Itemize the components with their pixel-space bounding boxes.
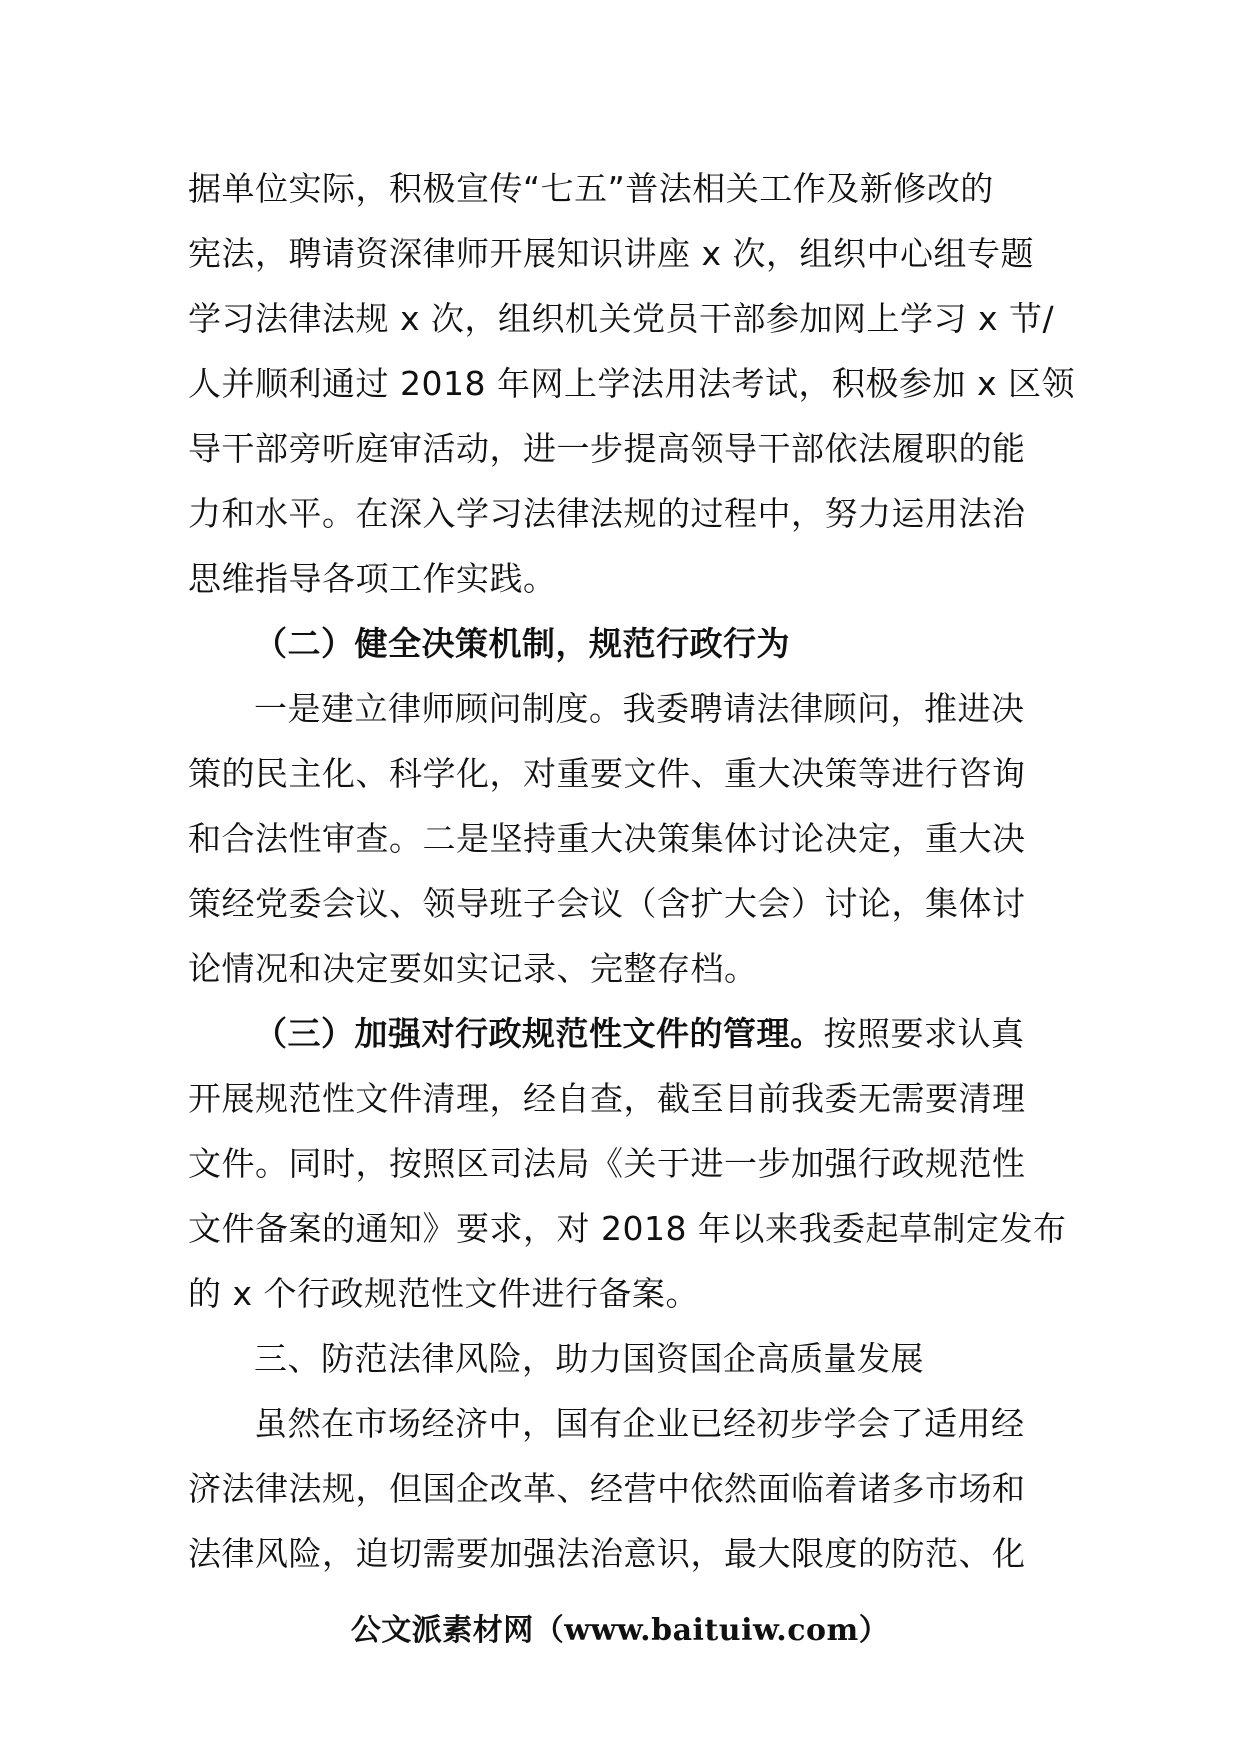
section-heading-3-line bbox=[188, 1001, 1068, 1066]
body-line: 论情况和决定要如实记录、完整存档。 bbox=[188, 949, 758, 988]
body-line: 法律风险，迫切需要加强法治意识，最大限度的防范、化 bbox=[188, 1534, 1026, 1573]
body-line: 济法律法规，但国企改革、经营中依然面临着诸多市场和 bbox=[188, 1469, 1026, 1508]
paragraph-start-line: 虽然在市场经济中，国有企业已经初步学会了适用经 bbox=[254, 1404, 1025, 1443]
footer-watermark-text: 公文派素材网（www.baituiw.com） bbox=[350, 1613, 890, 1648]
body-line: 和合法性审查。二是坚持重大决策集体讨论决定，重大决 bbox=[188, 819, 1026, 858]
body-line: 人并顺利通过 2018 年网上学法用法考试，积极参加 x 区领 bbox=[188, 364, 1075, 403]
body-line: 宪法，聘请资深律师开展知识讲座 x 次，组织中心组专题 bbox=[188, 234, 1035, 273]
body-line: 的 x 个行政规范性文件进行备案。 bbox=[188, 1274, 700, 1313]
body-line: 策的民主化、科学化，对重要文件、重大决策等进行咨询 bbox=[188, 754, 1026, 793]
part-three-heading: 三、防范法律风险，助力国资国企高质量发展 bbox=[254, 1339, 924, 1378]
body-line: 思维指导各项工作实践。 bbox=[188, 559, 557, 598]
paragraph-start-line: 一是建立律师顾问制度。我委聘请法律顾问，推进决 bbox=[254, 689, 1025, 728]
body-line: 据单位实际，积极宣传“七五”普法相关工作及新修改的 bbox=[188, 169, 994, 208]
body-line: 文件。同时，按照区司法局《关于进一步加强行政规范性 bbox=[188, 1144, 1026, 1183]
body-line: 开展规范性文件清理，经自查，截至目前我委无需要清理 bbox=[188, 1079, 1026, 1118]
body-line: 策经党委会议、领导班子会议（含扩大会）讨论，集体讨 bbox=[188, 884, 1026, 923]
section-heading-2: （二）健全决策机制，规范行政行为 bbox=[254, 624, 790, 663]
body-line: 学习法律法规 x 次，组织机关党员干部参加网上学习 x 节/ bbox=[188, 299, 1055, 338]
body-line: 文件备案的通知》要求，对 2018 年以来我委起草制定发布 bbox=[188, 1209, 1067, 1248]
body-line: 力和水平。在深入学习法律法规的过程中，努力运用法治 bbox=[188, 494, 1026, 533]
heading-3-continuation: 按照要求认真 bbox=[823, 1014, 1025, 1053]
document-body bbox=[188, 156, 1075, 1586]
body-line: 导干部旁听庭审活动，进一步提高领导干部依法履职的能 bbox=[188, 429, 1026, 468]
section-heading-3: （三）加强对行政规范性文件的管理。 bbox=[254, 1014, 824, 1053]
